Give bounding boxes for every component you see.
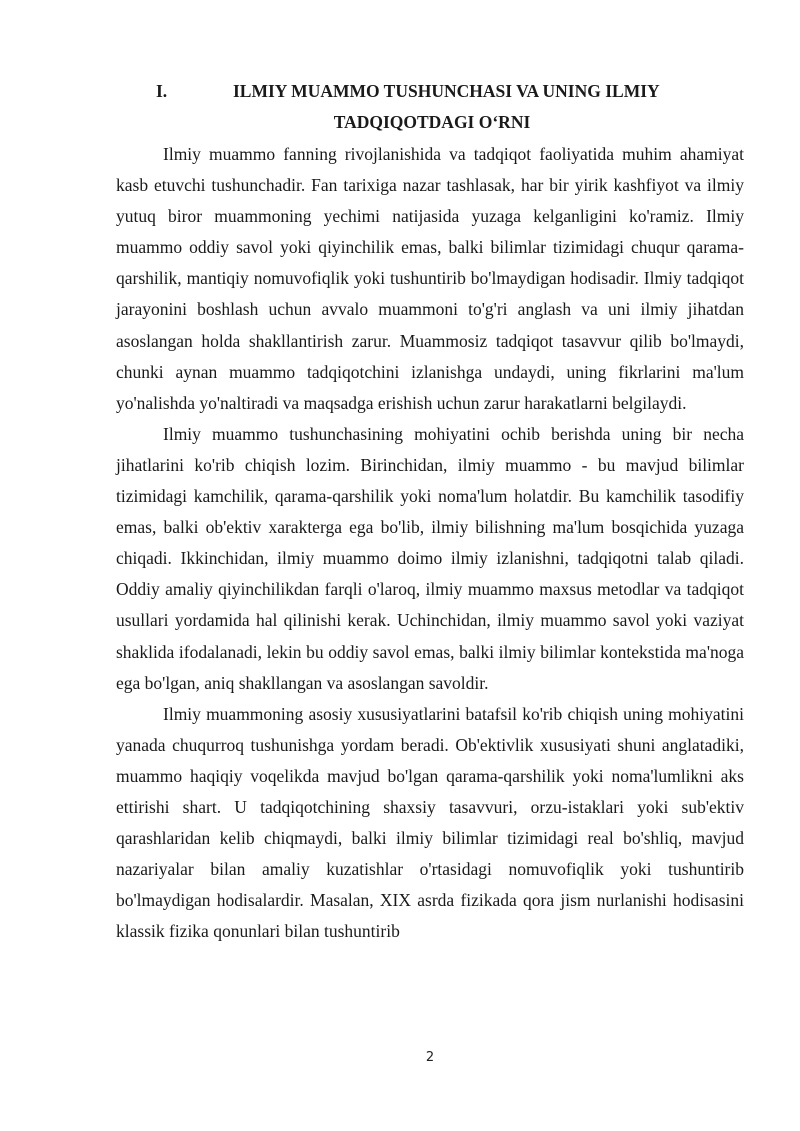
paragraph-3: Ilmiy muammoning asosiy xususiyatlarini batafsil ko'rib chiqish uning mohiyatini yanada chuqurroq tushunishga yordam beradi. Ob'ektivlik xususiyati shuni anglatadiki, muammo haqiqiy voqelikda mavjud bo'lgan qarama-qarshilik yoki noma'lumlikni aks ettirishi shart. U tadqiqotchining shaxsiy tasavvuri, orzu-istaklari yoki sub'ektiv qarashlaridan kelib chiqmaydi, balki ilmiy bilimlar tizimidagi real bo'shliq, mavjud nazariyalar bilan amaliy kuzatishlar o'rtasidagi nomuvofiqlik yoki tushuntirib bo'lmaydigan hodisalardir. Masalan, XIX asrda fizikada qora jism nurlanishi hodisasini klassik fizika qonunlari bilan tushuntirib <box>116 703 744 942</box>
section-heading <box>116 76 744 138</box>
page-number: 2 <box>425 1050 435 1065</box>
heading-line-1 <box>116 76 744 107</box>
heading-title-part-1: ILMIY MUAMMO TUSHUNCHASI VA UNING ILMIY <box>233 81 660 101</box>
heading-title-part-2: TADQIQOTDAGI O‘RNI <box>333 112 531 132</box>
body-text <box>116 139 744 947</box>
section-number: I. <box>156 81 168 101</box>
paragraph-2: Ilmiy muammo tushunchasining mohiyatini ochib berishda uning bir necha jihatlarini ko'rib chiqish lozim. Birinchidan, ilmiy muammo - bu mavjud bilimlar tizimidagi kamchilik, qarama-qarshilik yoki noma'lum holatdir. Bu kamchilik tasodifiy emas, balki ob'ektiv xarakterga ega bo'lib, ilmiy bilishning ma'lum bosqichida yuzaga chiqadi. Ikkinchidan, ilmiy muammo doimo ilmiy izlanishni, tadqiqotni talab qiladi. Oddiy amaliy qiyinchilikdan farqli o'laroq, ilmiy muammo maxsus metodlar va tadqiqot usullari yordamida hal qilinishi kerak. Uchinchidan, ilmiy muammo savol yoki vaziyat shaklida ifodalanadi, lekin bu oddiy savol emas, balki ilmiy bilimlar kontekstida ma'noga ega bo'lgan, aniq shakllangan va asoslangan savoldir. <box>116 423 744 693</box>
paragraph-1: Ilmiy muammo fanning rivojlanishida va tadqiqot faoliyatida muhim ahamiyat kasb etuvchi tushunchadir. Fan tarixiga nazar tashlasak, har bir yirik kashfiyot va ilmiy yutuq biror muammoning yechimi natijasida yuzaga kelganligini ko'ramiz. Ilmiy muammo oddiy savol yoki qiyinchilik emas, balki bilimlar tizimidagi chuqur qarama-qarshilik, mantiqiy nomuvofiqlik yoki tushuntirib bo'lmaydigan hodisadir. Ilmiy tadqiqot jarayonini boshlash uchun avvalo muammoni to'g'ri anglash va uni ilmiy jihatdan asoslangan holda shakllantirish zarur. Muammosiz tadqiqot tasavvur qilib bo'lmaydi, chunki aynan muammo tadqiqotchini izlanishga undaydi, uning fikrlarini ma'lum yo'nalishda yo'naltiradi va maqsadga erishish uchun zarur harakatlarni belgilaydi. <box>116 144 744 413</box>
